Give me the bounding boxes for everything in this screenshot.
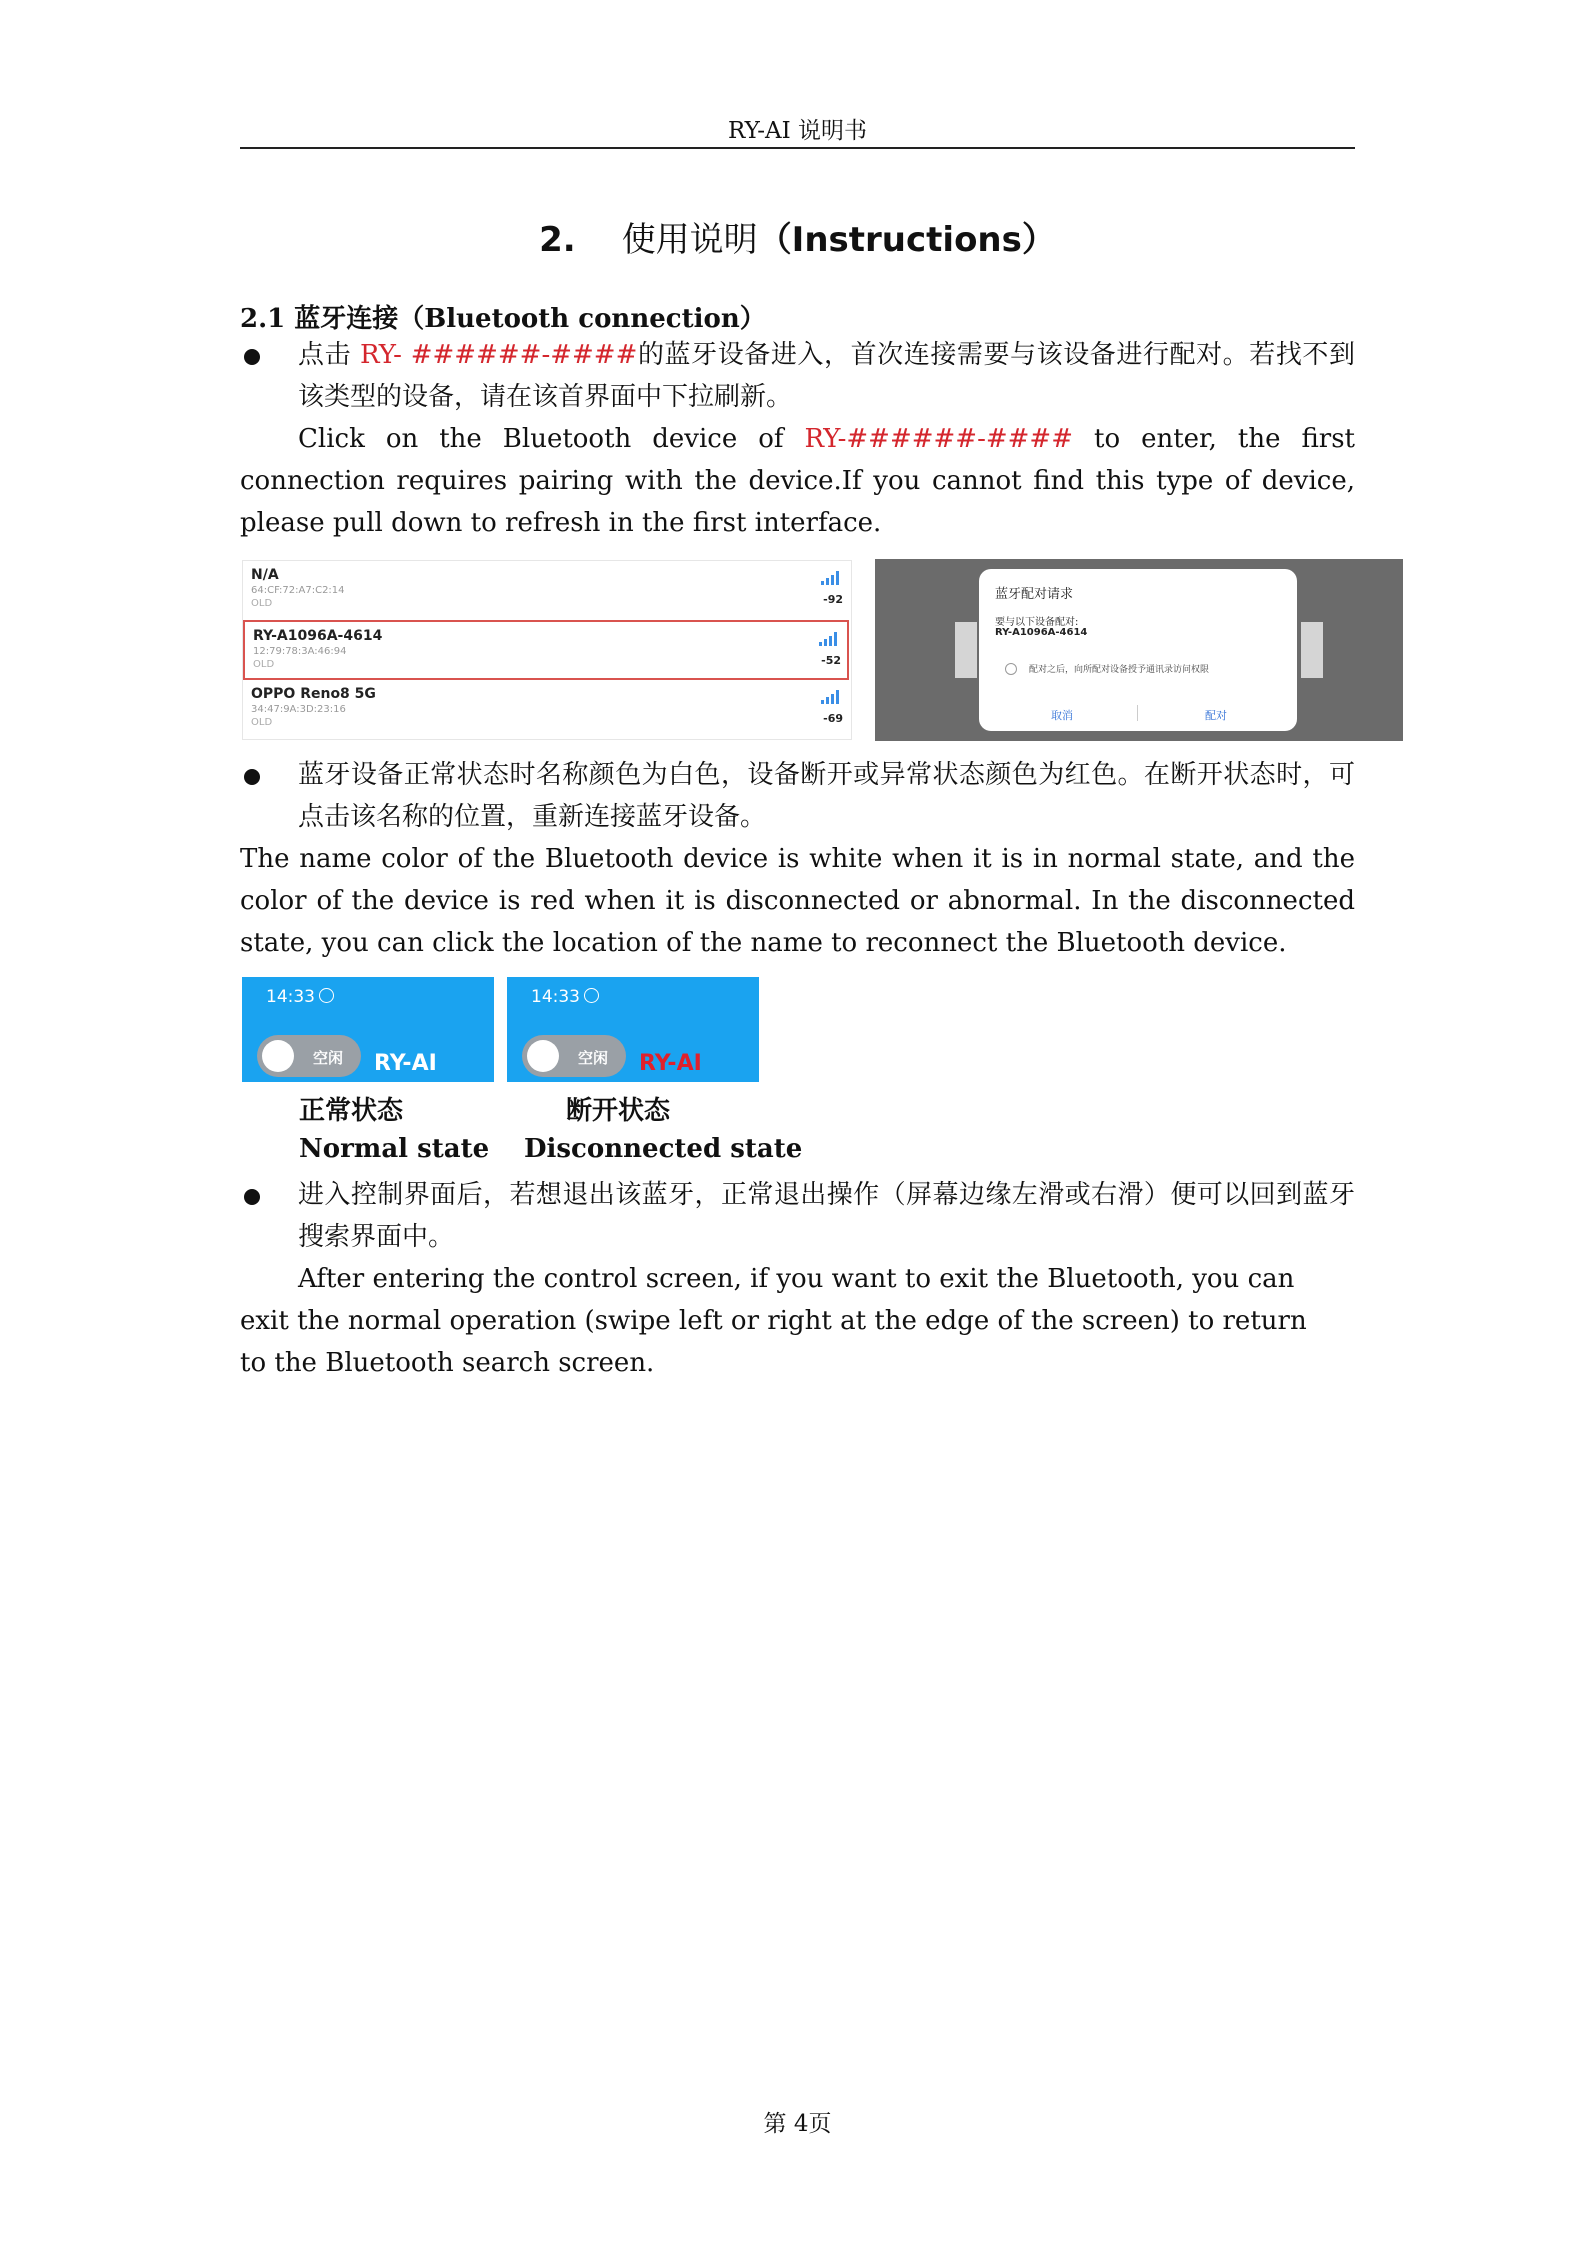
pairing-dialog-device: RY-A1096A-4614 (995, 627, 1088, 638)
device-name-normal: RY-AI (374, 1051, 437, 1076)
device-list-image (242, 560, 852, 740)
device-row-2-selected (243, 620, 849, 680)
status-time-text: 14:33 (531, 987, 580, 1007)
bullet2-zh: 蓝牙设备正常状态时名称颜色为白色，设备断开或异常状态颜色为红色。在断开状态时，可点击该名称的位置，重新连接蓝牙设备。 (298, 760, 1355, 832)
idle-toggle (257, 1035, 361, 1077)
device-row-3 (243, 680, 849, 736)
bullet-dot-2 (244, 769, 260, 785)
signal-icon (821, 571, 841, 585)
section-number: 2. (539, 220, 576, 260)
bullet1-zh (298, 334, 1355, 418)
bullet1-en-red: RY-######-#### (804, 424, 1074, 454)
status-time (531, 987, 599, 1007)
pairing-dialog-image (875, 559, 1403, 741)
device-name: OPPO Reno8 5G (251, 686, 376, 702)
signal-icon (821, 690, 841, 704)
status-time (266, 987, 334, 1007)
signal-icon (819, 632, 839, 646)
pairing-dialog-option: 配对之后，向所配对设备授予通讯录访问权限 (1029, 665, 1210, 675)
subsection-title: 2.1 蓝牙连接（Bluetooth connection） (240, 304, 766, 334)
radio-icon (1005, 663, 1017, 675)
bullet1-zh-post: 的蓝牙设备进入，首次连接需要与该设备进行配对。若找不到该类型的设备，请在该首界面中下拉刷新。 (298, 340, 1355, 412)
device-name-disconnected: RY-AI (639, 1051, 702, 1076)
bullet1-zh-red: RY- ######-#### (360, 340, 638, 370)
status-image-disconnected (507, 977, 759, 1082)
device-name: N/A (251, 567, 279, 583)
caption-disconnected-zh: 断开状态 (566, 1096, 671, 1126)
bullet-dot-3 (244, 1189, 260, 1205)
background-card-right (1301, 622, 1323, 678)
device-status: OLD (251, 717, 273, 728)
caption-normal-zh: 正常状态 (299, 1096, 404, 1126)
page-number: 第 4页 (763, 2111, 832, 2137)
status-image-normal (242, 977, 494, 1082)
status-time-text: 14:33 (266, 987, 315, 1007)
device-status: OLD (253, 659, 275, 670)
button-divider (1137, 705, 1138, 721)
section-title-zh: 使用说明 (621, 220, 758, 260)
cancel-button: 取消 (1051, 709, 1073, 722)
device-rssi: -52 (821, 654, 841, 667)
header-rule (240, 147, 1355, 149)
device-rssi: -92 (823, 593, 843, 606)
caption-normal-en: Normal state (299, 1134, 490, 1164)
bullet1-en-pre: Click on the Bluetooth device of (298, 424, 805, 454)
bullet2-en: The name color of the Bluetooth device is white when it is in normal state, and the color of the device is red when it is disconnected or abnormal. In the disconnected state, you can click the location of the name to reconnect the Bluetooth device. (240, 844, 1355, 958)
bullet1-en (240, 418, 1355, 544)
bullet1-en-post: to enter, the first connection requires pairing with the device.If you cannot find this type of device, please pull down to refresh in the first interface. (240, 424, 1356, 538)
device-mac: 34:47:9A:3D:23:16 (251, 704, 346, 715)
toggle-knob (527, 1040, 559, 1072)
device-name: RY-A1096A-4614 (253, 628, 383, 644)
background-card-left (955, 622, 977, 678)
section-title-en: （Instructions） (757, 220, 1056, 260)
device-mac: 64:CF:72:A7:C2:14 (251, 585, 345, 596)
bullet1-zh-pre: 点击 (298, 340, 361, 370)
pairing-dialog-title: 蓝牙配对请求 (995, 587, 1074, 602)
section-title (240, 212, 1355, 261)
bullet-dot-1 (244, 349, 260, 365)
pair-button: 配对 (1205, 709, 1227, 722)
toggle-knob (262, 1040, 294, 1072)
idle-toggle (522, 1035, 626, 1077)
globe-icon (584, 988, 599, 1003)
idle-label: 空闲 (578, 1049, 609, 1067)
idle-label: 空闲 (313, 1049, 344, 1067)
header-title: RY-AI 说明书 (727, 118, 868, 144)
device-row-1 (243, 561, 849, 617)
pairing-dialog (979, 569, 1297, 731)
globe-icon (319, 988, 334, 1003)
caption-disconnected-en: Disconnected state (524, 1134, 803, 1164)
bullet3-en: After entering the control screen, if you want to exit the Bluetooth, you can exit the normal operation (swipe left or right at the edge of the screen) to return to the Bluetooth search screen. (240, 1264, 1307, 1378)
device-status: OLD (251, 598, 273, 609)
pairing-dialog-prompt: 要与以下设备配对: (995, 617, 1079, 628)
bullet3-zh: 进入控制界面后，若想退出该蓝牙，正常退出操作（屏幕边缘左滑或右滑）便可以回到蓝牙搜索界面中。 (298, 1180, 1355, 1252)
device-mac: 12:79:78:3A:46:94 (253, 646, 347, 657)
device-rssi: -69 (823, 712, 843, 725)
